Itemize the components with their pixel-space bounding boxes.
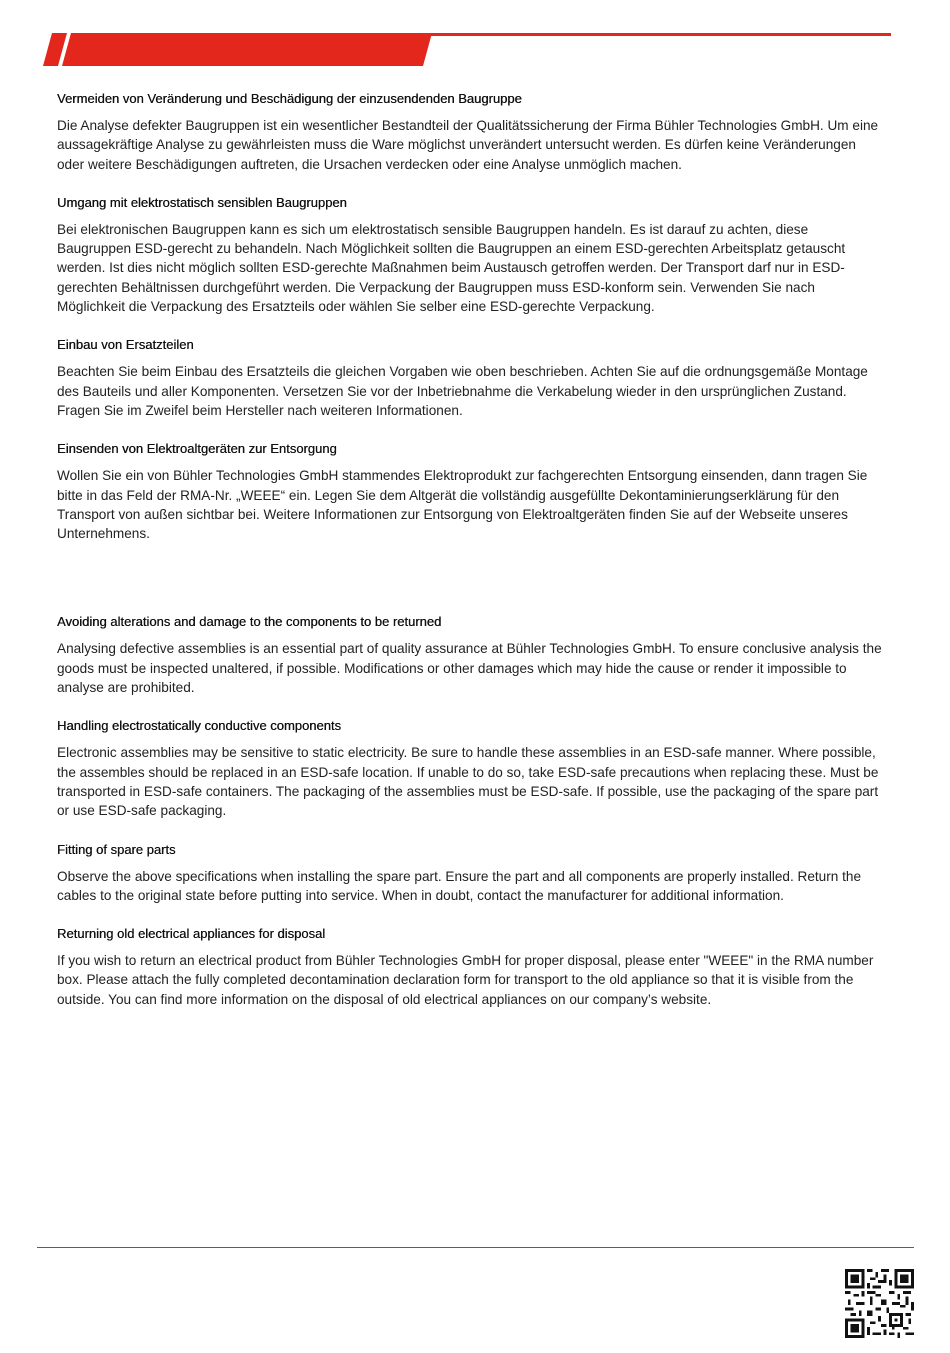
header-rule [430, 33, 891, 36]
section-paragraph: Wollen Sie ein von Bühler Technologies GmbH stammendes Elektroprodukt zur fachgerechten Entsorgung einsenden, dann tragen Sie bitte in das Feld der RMA-Nr. „WEEE“ ein. Legen Sie dem Altgerät die vollständig ausgefüllte Dekontaminierungserklärung für den Transport von außen sichtbar bei. Weitere Informationen zur Entsorgung von Elektroaltgeräten finden Sie auf der Webseite unseres Unternehmens. [57, 468, 868, 542]
section-paragraph: Electronic assemblies may be sensitive to static electricity. Be sure to handle these assemblies in an ESD-safe manner. Where possible, the assembles should be replaced in an ESD-safe location. If unable to do so, take ESD-safe precautions when replacing these. Must be transported in ESD-safe containers. The packaging of the assemblies must be ESD-safe. If possible, use the packaging of the spare part or use ESD-safe packaging. [57, 745, 879, 819]
section-de-2 [57, 195, 882, 316]
section-paragraph: Observe the above specifications when installing the spare part. Ensure the part and all components are properly installed. Return the cables to the original state before putting into service. When in doubt, contact the manufacturer for additional information. [57, 868, 862, 903]
section-de-3 [57, 337, 882, 420]
section-paragraph: Die Analyse defekter Baugruppen ist ein wesentlicher Bestandteil der Qualitätssicherung der Firma Bühler Technologies GmbH. Um eine aussagekräftige Analyse zu gewährleisten muss die Ware möglichst unverändert untersucht werden. Es dürfen keine Veränderungen oder weitere Beschädigungen auftreten, die Ursachen verdecken oder eine Analyse unmöglich machen. [57, 118, 879, 172]
section-paragraph: Analysing defective assemblies is an essential part of quality assurance at Bühler Technologies GmbH. To ensure conclusive analysis the goods must be inspected unaltered, if possible. Modifications or other damages which may hide the cause or render it impossible to analyse are prohibited. [57, 641, 882, 696]
header-stripe-large [62, 33, 432, 66]
section-heading: Fitting of spare parts [57, 841, 176, 857]
section-heading: Handling electrostatically conductive components [57, 718, 341, 734]
section-en-1 [57, 614, 882, 697]
qr-code-icon [845, 1269, 914, 1338]
footer-divider [37, 1247, 914, 1248]
document-body [57, 91, 882, 1030]
section-heading: Returning old electrical appliances for disposal [57, 926, 326, 942]
header-accent-band [0, 0, 950, 80]
section-heading: Einbau von Ersatzteilen [57, 337, 194, 353]
section-paragraph: Bei elektronischen Baugruppen kann es sich um elektrostatisch sensible Baugruppen handeln. Es ist darauf zu achten, diese Baugruppen ESD-gerecht zu behandeln. Nach Möglichkeit sollten die Baugruppen an einem ESD-gerechten Arbeitsplatz getauscht werden. Ist dies nicht möglich sollten ESD-gerechte Maßnahmen beim Austausch getroffen werden. Der Transport darf nur in ESD-gerechten Behältnissen durchgeführt werden. Die Verpackung der Baugruppen muss ESD-konform sein. Verwenden Sie nach Möglichkeit die Verpackung des Ersatzteils oder wählen Sie selber eine ESD-gerechte Verpackung. [57, 221, 846, 315]
section-heading: Vermeiden von Veränderung und Beschädigung der einzusendenden Baugruppe [57, 91, 522, 106]
section-en-2 [57, 718, 882, 820]
section-paragraph: Beachten Sie beim Einbau des Ersatzteils die gleichen Vorgaben wie oben beschrieben. Achten Sie auf die ordnungsgemäße Montage des Bauteils und aller Komponenten. Versetzen Sie vor der Inbetriebnahme die Verkabelung wieder in den ursprünglichen Zustand. Fragen Sie im Zweifel beim Hersteller nach weiteren Informationen. [57, 364, 868, 418]
section-en-3 [57, 842, 882, 906]
section-de-1 [57, 91, 882, 174]
section-heading: Umgang mit elektrostatisch sensiblen Baugruppen [57, 194, 347, 210]
section-heading: Einsenden von Elektroaltgeräten zur Entsorgung [57, 441, 337, 457]
section-de-4 [57, 441, 882, 543]
section-paragraph: If you wish to return an electrical product from Bühler Technologies GmbH for proper disposal, please enter "WEEE" in the RMA number box. Please attach the fully completed decontamination declaration form for transport to the old appliance so that it is visible from the outside. You can find more information on the disposal of old electrical appliances on our company’s website. [57, 953, 874, 1007]
section-heading: Avoiding alterations and damage to the components to be returned [57, 614, 442, 630]
language-separator [57, 564, 882, 614]
section-en-4 [57, 926, 882, 1009]
